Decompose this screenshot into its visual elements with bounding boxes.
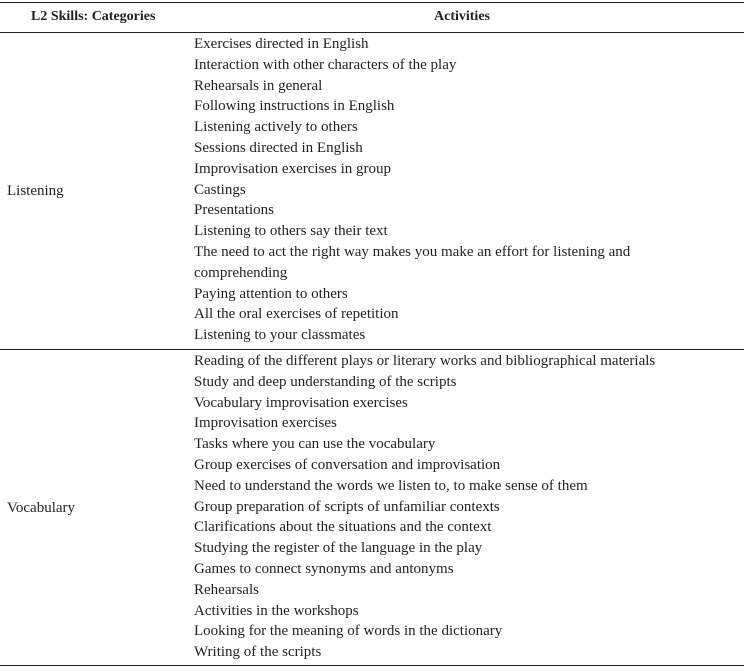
list-item: Writing of the scripts <box>194 644 322 661</box>
list-item: Vocabulary improvisation exercises <box>194 394 408 411</box>
header-activities: Activities <box>434 9 490 24</box>
list-item: Games to connect synonyms and antonyms <box>194 560 454 577</box>
list-item: Group exercises of conversation and improvisation <box>194 456 501 473</box>
table-top-rule <box>0 2 744 3</box>
list-item: Rehearsals in general <box>194 77 323 94</box>
activities-vocabulary-list <box>194 351 655 663</box>
category-listening: Listening <box>7 183 64 199</box>
list-item: Presentations <box>194 202 274 219</box>
list-item: Clarifications about the situations and the context <box>194 519 492 536</box>
list-item: Improvisation exercises <box>194 415 337 432</box>
row-divider <box>0 349 744 350</box>
list-item: Listening to your classmates <box>194 327 366 344</box>
list-item: All the oral exercises of repetition <box>194 306 399 323</box>
list-item: Paying attention to others <box>194 285 348 302</box>
list-item: Group preparation of scripts of unfamiliar contexts <box>194 498 500 515</box>
activities-listening-list <box>194 34 694 346</box>
list-item: Interaction with other characters of the play <box>194 56 457 73</box>
list-item: Listening to others say their text <box>194 223 388 240</box>
header-rule <box>0 32 744 33</box>
list-item: Improvisation exercises in group <box>194 160 392 177</box>
list-item: Tasks where you can use the vocabulary <box>194 436 436 453</box>
list-item: Following instructions in English <box>194 98 395 115</box>
list-item: Sessions directed in English <box>194 139 363 156</box>
list-item: Listening actively to others <box>194 119 358 136</box>
list-item: Activities in the workshops <box>194 602 359 619</box>
list-item: Exercises directed in English <box>194 36 369 52</box>
table-bottom-rule <box>0 665 744 666</box>
list-item: Need to understand the words we listen to, to make sense of them <box>194 477 588 494</box>
list-item: Study and deep understanding of the scripts <box>194 373 457 390</box>
list-item: The need to act the right way makes you make an effort for listening and comprehending <box>194 243 631 281</box>
list-item: Castings <box>194 181 246 198</box>
list-item: Studying the register of the language in the play <box>194 540 483 557</box>
list-item: Rehearsals <box>194 581 259 598</box>
list-item: Looking for the meaning of words in the dictionary <box>194 623 503 640</box>
category-vocabulary: Vocabulary <box>7 500 76 516</box>
list-item: Reading of the different plays or literary works and bibliographical materials <box>194 353 656 369</box>
header-categories: L2 Skills: Categories <box>31 9 156 24</box>
